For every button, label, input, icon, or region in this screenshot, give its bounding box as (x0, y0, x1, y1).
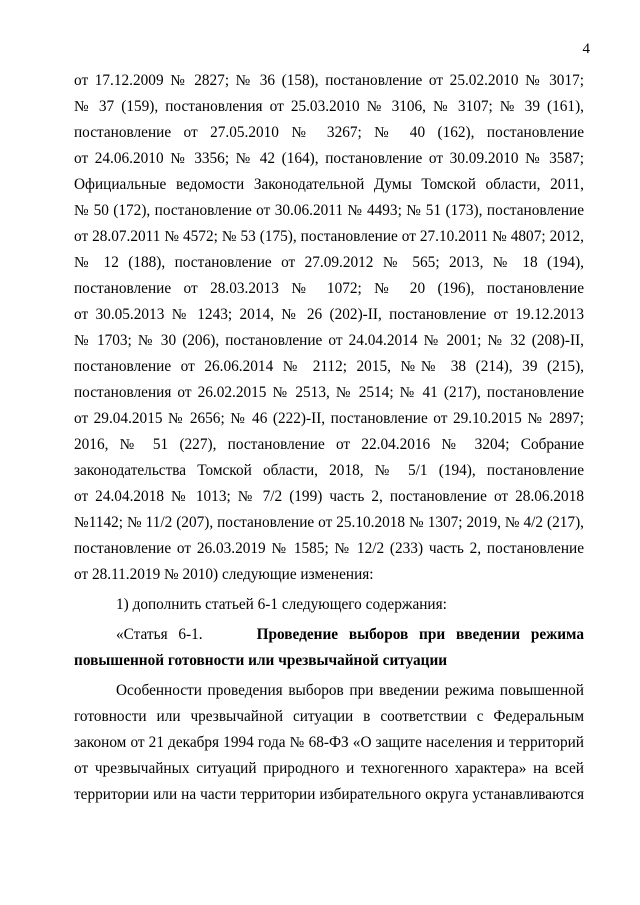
text-line: от 30.05.2013 № 1243; 2014, № 26 (202)-II, постановление от 19.12.2013 (74, 306, 584, 323)
paragraph-line: от чрезвычайных ситуаций природного и техногенного характера» на всей (74, 760, 584, 777)
text-line: от 17.12.2009 № 2827; № 36 (158), постановление от 25.02.2010 № 3017; (74, 72, 584, 89)
text-line: постановление от 27.05.2010 № 3267; № 40 (162), постановление (74, 124, 584, 141)
page-number: 4 (582, 41, 590, 57)
paragraph-line: территории или на части территории избирательного округа устанавливаются (74, 786, 584, 803)
text-line: от 24.06.2010 № 3356; № 42 (164), постановление от 30.09.2010 № 3587; (74, 150, 584, 167)
text-line: постановление от 28.03.2013 № 1072; № 20 (196), постановление (74, 280, 584, 297)
text-line: № 37 (159), постановления от 25.03.2010 № 3106, № 3107; № 39 (161), (74, 98, 584, 115)
article-heading (74, 622, 584, 648)
text-line: постановления от 26.02.2015 № 2513, № 2514; № 41 (217), постановление (74, 384, 584, 401)
paragraph-line: законом от 21 декабря 1994 года № 68-ФЗ «О защите населения и территорий (74, 734, 584, 751)
text-line: № 50 (172), постановление от 30.06.2011 № 4493; № 51 (173), постановление (74, 202, 584, 219)
article-title-part-1: Проведение выборов при введении режима (256, 626, 584, 643)
list-item-1: 1) дополнить статьей 6-1 следующего содержания: (116, 596, 447, 613)
text-line: постановление от 26.06.2014 № 2112; 2015, №№ 38 (214), 39 (215), (74, 358, 584, 375)
text-line: от 24.04.2018 № 1013; № 7/2 (199) часть 2, постановление от 28.06.2018 (74, 488, 584, 505)
text-line: № 1703; № 30 (206), постановление от 24.04.2014 № 2001; № 32 (208)-II, (74, 332, 584, 349)
text-line: №1142; № 11/2 (207), постановление от 25.10.2018 № 1307; 2019, № 4/2 (217), (74, 514, 584, 531)
text-line: постановление от 26.03.2019 № 1585; № 12/2 (233) часть 2, постановление (74, 540, 584, 557)
text-line: законодательства Томской области, 2018, № 5/1 (194), постановление (74, 462, 584, 479)
text-line: Официальные ведомости Законодательной Думы Томской области, 2011, (74, 176, 584, 193)
paragraph-line: Особенности проведения выборов при введении режима повышенной (116, 682, 584, 699)
paragraph-line: готовности или чрезвычайной ситуации в соответствии с Федеральным (74, 708, 584, 725)
text-line: 2016, № 51 (227), постановление от 22.04.2016 № 3204; Собрание (74, 436, 584, 453)
text-line: от 28.07.2011 № 4572; № 53 (175), постановление от 27.10.2011 № 4807; 2012, (74, 228, 584, 245)
text-line: от 29.04.2015 № 2656; № 46 (222)-II, постановление от 29.10.2015 № 2897; (74, 410, 584, 427)
article-label: «Статья 6-1. (116, 626, 203, 643)
text-line: от 28.11.2019 № 2010) следующие изменения: (74, 566, 374, 583)
text-line: № 12 (188), постановление от 27.09.2012 № 565; 2013, № 18 (194), (74, 254, 584, 271)
document-body (74, 68, 584, 808)
article-title-part-2: повышенной готовности или чрезвычайной ситуации (74, 652, 448, 669)
